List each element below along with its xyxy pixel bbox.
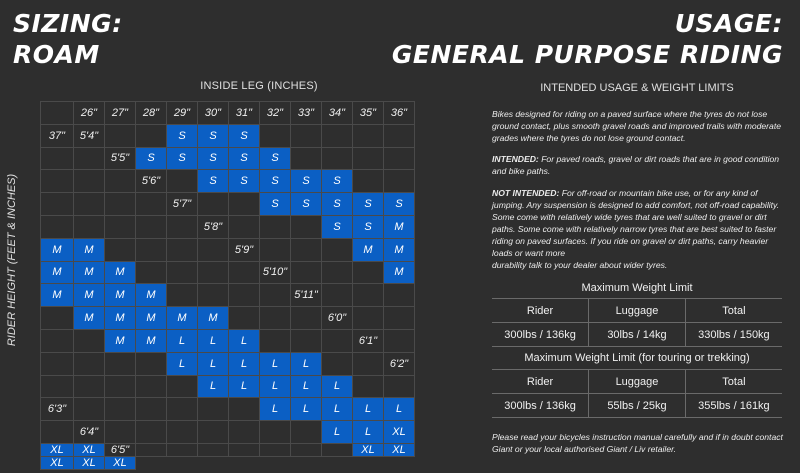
empty-cell [136, 444, 167, 457]
size-cell: M [384, 262, 415, 285]
empty-cell [229, 307, 260, 330]
size-cell: XL [353, 444, 384, 457]
not-intended-tail: durability talk to your dealer about wider tyres. [492, 260, 668, 270]
empty-cell [353, 170, 384, 193]
empty-cell [291, 330, 322, 353]
empty-cell [41, 216, 74, 239]
size-cell: S [198, 170, 229, 193]
rider-height-header: 6'4" [74, 421, 105, 444]
empty-cell [74, 170, 105, 193]
empty-cell [291, 307, 322, 330]
size-cell: L [322, 398, 353, 421]
empty-cell [353, 307, 384, 330]
inside-leg-header: 29" [167, 102, 198, 125]
intended-label: INTENDED: [492, 154, 539, 164]
empty-cell [384, 330, 415, 353]
empty-cell [229, 421, 260, 444]
empty-cell [353, 262, 384, 285]
empty-cell [167, 444, 198, 457]
empty-cell [322, 444, 353, 457]
empty-cell [384, 284, 415, 307]
empty-cell [167, 239, 198, 262]
size-cell: XL [41, 457, 74, 470]
size-cell: S [260, 193, 291, 216]
empty-cell [136, 376, 167, 399]
empty-cell [74, 376, 105, 399]
size-cell: M [74, 307, 105, 330]
empty-cell [167, 170, 198, 193]
size-cell: S [198, 148, 229, 171]
size-cell: L [198, 353, 229, 376]
empty-cell [291, 444, 322, 457]
size-cell: M [74, 239, 105, 262]
empty-cell [291, 216, 322, 239]
empty-cell [260, 125, 291, 148]
size-cell: XL [74, 457, 105, 470]
size-cell: XL [384, 421, 415, 444]
usage-description: Bikes designed for riding on a paved surface where the tyres do not lose ground contact, plus smooth gravel roads and improved trails with moderate grades where the tyres do not lose ground contact. [492, 109, 781, 143]
size-cell: L [322, 376, 353, 399]
empty-cell [260, 444, 291, 457]
empty-cell [198, 284, 229, 307]
size-cell: S [229, 125, 260, 148]
empty-cell [74, 193, 105, 216]
empty-cell [291, 125, 322, 148]
empty-cell [322, 284, 353, 307]
empty-cell [41, 353, 74, 376]
rider-height-header: 6'2" [384, 353, 415, 376]
empty-cell [260, 239, 291, 262]
size-cell: M [136, 284, 167, 307]
empty-cell [291, 262, 322, 285]
empty-cell [167, 376, 198, 399]
rider-height-header: 5'8" [198, 216, 229, 239]
empty-cell [198, 239, 229, 262]
weight-limit-total-value: 330lbs / 150kg [685, 323, 782, 347]
empty-cell [74, 330, 105, 353]
empty-cell [260, 216, 291, 239]
empty-cell [167, 421, 198, 444]
usage-title-line1: USAGE: [674, 9, 783, 38]
touring-weight-limit-table [492, 369, 782, 418]
empty-cell [105, 353, 136, 376]
empty-cell [136, 239, 167, 262]
usage-title-line2: GENERAL PURPOSE RIDING [391, 40, 783, 69]
size-cell: L [384, 398, 415, 421]
size-cell: S [322, 193, 353, 216]
usage-title [392, 8, 783, 70]
empty-cell [291, 148, 322, 171]
size-cell: M [136, 307, 167, 330]
size-cell: S [291, 170, 322, 193]
size-cell: M [384, 216, 415, 239]
size-cell: M [353, 239, 384, 262]
empty-cell [229, 216, 260, 239]
empty-cell [229, 262, 260, 285]
size-cell: M [384, 239, 415, 262]
size-cell: L [353, 421, 384, 444]
sizing-title-line1: SIZING: [13, 9, 123, 38]
empty-cell [41, 193, 74, 216]
touring-luggage-value: 55lbs / 25kg [589, 394, 686, 418]
intended-paragraph [492, 153, 788, 177]
empty-cell [322, 125, 353, 148]
inside-leg-header: 33" [291, 102, 322, 125]
size-cell: L [322, 421, 353, 444]
rider-height-header: 5'6" [136, 170, 167, 193]
empty-cell [167, 216, 198, 239]
empty-cell [105, 170, 136, 193]
empty-cell [136, 216, 167, 239]
empty-cell [105, 193, 136, 216]
empty-cell [41, 148, 74, 171]
empty-cell [198, 262, 229, 285]
empty-cell [105, 239, 136, 262]
empty-cell [384, 307, 415, 330]
size-cell: L [291, 376, 322, 399]
inside-leg-header: 32" [260, 102, 291, 125]
size-cell: M [167, 307, 198, 330]
size-cell: L [260, 353, 291, 376]
empty-cell [74, 148, 105, 171]
empty-cell [136, 421, 167, 444]
size-cell: XL [74, 444, 105, 457]
empty-cell [41, 376, 74, 399]
weight-limit-header-rider: Rider [492, 299, 589, 323]
rider-height-header: 6'0" [322, 307, 353, 330]
size-cell: M [105, 330, 136, 353]
size-cell: S [260, 148, 291, 171]
inside-leg-axis-label: INSIDE LEG (INCHES) [200, 80, 318, 92]
empty-cell [198, 398, 229, 421]
inside-leg-header: 28" [136, 102, 167, 125]
empty-cell [229, 284, 260, 307]
empty-cell [322, 239, 353, 262]
touring-header-total: Total [685, 370, 782, 394]
size-cell: L [260, 398, 291, 421]
empty-cell [260, 284, 291, 307]
inside-leg-header: 26" [74, 102, 105, 125]
touring-weight-limit-title: Maximum Weight Limit (for touring or trekking) [524, 352, 750, 364]
inside-leg-header: 31" [229, 102, 260, 125]
rider-height-header: 5'11" [291, 284, 322, 307]
empty-cell [384, 170, 415, 193]
inside-leg-header: 27" [105, 102, 136, 125]
weight-limit-header-row [492, 299, 782, 323]
empty-cell [353, 284, 384, 307]
sizing-title-line2: ROAM [13, 40, 100, 69]
empty-cell [198, 193, 229, 216]
size-cell: M [105, 284, 136, 307]
rider-height-header: 6'1" [353, 330, 384, 353]
empty-cell [74, 216, 105, 239]
size-cell: S [353, 193, 384, 216]
size-cell: L [198, 376, 229, 399]
empty-cell [384, 376, 415, 399]
size-cell: S [167, 148, 198, 171]
grid-corner [41, 102, 74, 125]
size-cell: S [353, 216, 384, 239]
usage-heading: INTENDED USAGE & WEIGHT LIMITS [540, 82, 734, 94]
weight-limit-title: Maximum Weight Limit [581, 282, 693, 294]
empty-cell [167, 284, 198, 307]
empty-cell [353, 376, 384, 399]
empty-cell [105, 216, 136, 239]
rider-height-header: 6'5" [105, 444, 136, 457]
size-cell: M [41, 262, 74, 285]
size-grid [40, 101, 415, 470]
rider-height-header: 6'3" [41, 398, 74, 421]
empty-cell [136, 398, 167, 421]
touring-header-luggage: Luggage [589, 370, 686, 394]
empty-cell [198, 421, 229, 444]
empty-cell [353, 125, 384, 148]
size-cell: M [41, 239, 74, 262]
empty-cell [322, 262, 353, 285]
size-cell: S [198, 125, 229, 148]
rider-height-header: 5'7" [167, 193, 198, 216]
weight-limit-rider-value: 300lbs / 136kg [492, 323, 589, 347]
empty-cell [167, 262, 198, 285]
empty-cell [105, 125, 136, 148]
size-cell: L [167, 330, 198, 353]
empty-cell [41, 307, 74, 330]
empty-cell [105, 398, 136, 421]
inside-leg-header: 30" [198, 102, 229, 125]
size-cell: XL [384, 444, 415, 457]
size-cell: S [167, 125, 198, 148]
empty-cell [136, 193, 167, 216]
empty-cell [291, 421, 322, 444]
inside-leg-header: 35" [353, 102, 384, 125]
weight-limit-value-row [492, 323, 782, 347]
rider-height-header: 5'4" [74, 125, 105, 148]
footer-note: Please read your bicycles instruction manual carefully and if in doubt contact Giant or your local authorised Giant / Liv retailer. [492, 432, 783, 454]
empty-cell [353, 148, 384, 171]
touring-weight-limit-header-row [492, 370, 782, 394]
size-cell: L [167, 353, 198, 376]
weight-limit-header-luggage: Luggage [589, 299, 686, 323]
rider-height-header: 5'10" [260, 262, 291, 285]
empty-cell [291, 239, 322, 262]
touring-rider-value: 300lbs / 136kg [492, 394, 589, 418]
weight-limit-header-total: Total [685, 299, 782, 323]
rider-height-header: 5'9" [229, 239, 260, 262]
weight-limit-luggage-value: 30lbs / 14kg [589, 323, 686, 347]
empty-cell [229, 398, 260, 421]
size-cell: L [198, 330, 229, 353]
inside-leg-header: 37" [41, 125, 74, 148]
not-intended-label: NOT INTENDED: [492, 188, 560, 198]
not-intended-paragraph [492, 187, 788, 271]
empty-cell [198, 444, 229, 457]
size-cell: XL [41, 444, 74, 457]
size-cell: L [291, 353, 322, 376]
size-cell: M [136, 330, 167, 353]
size-cell: S [291, 193, 322, 216]
size-cell: L [353, 398, 384, 421]
size-cell: S [260, 170, 291, 193]
size-cell: XL [105, 457, 136, 470]
empty-cell [41, 330, 74, 353]
empty-cell [384, 125, 415, 148]
size-cell: S [384, 193, 415, 216]
empty-cell [260, 307, 291, 330]
size-cell: S [322, 170, 353, 193]
size-cell: L [291, 398, 322, 421]
size-cell: L [229, 376, 260, 399]
empty-cell [229, 193, 260, 216]
size-cell: M [74, 284, 105, 307]
empty-cell [353, 353, 384, 376]
empty-cell [136, 125, 167, 148]
size-cell: M [41, 284, 74, 307]
size-cell: M [198, 307, 229, 330]
size-cell: S [229, 148, 260, 171]
size-cell: M [105, 307, 136, 330]
size-cell: L [260, 376, 291, 399]
empty-cell [384, 148, 415, 171]
empty-cell [41, 421, 74, 444]
size-cell: L [229, 330, 260, 353]
inside-leg-header: 36" [384, 102, 415, 125]
size-cell: L [229, 353, 260, 376]
rider-height-header: 5'5" [105, 148, 136, 171]
empty-cell [322, 148, 353, 171]
size-cell: S [136, 148, 167, 171]
empty-cell [260, 421, 291, 444]
empty-cell [41, 170, 74, 193]
empty-cell [229, 444, 260, 457]
empty-cell [260, 330, 291, 353]
empty-cell [105, 421, 136, 444]
empty-cell [167, 398, 198, 421]
weight-limit-table [492, 298, 782, 347]
touring-header-rider: Rider [492, 370, 589, 394]
empty-cell [74, 398, 105, 421]
touring-weight-limit-value-row [492, 394, 782, 418]
rider-height-axis-text: RIDER HEIGHT (FEET & INCHES) [6, 173, 18, 347]
size-cell: S [322, 216, 353, 239]
size-cell: M [105, 262, 136, 285]
empty-cell [136, 353, 167, 376]
empty-cell [74, 353, 105, 376]
inside-leg-header: 34" [322, 102, 353, 125]
not-intended-text: For off-road or mountain bike use, or for any kind of jumping. Any suspension is designed to add comfort, not off-road capability. Some come with relatively wide tyres that are well suited to gravel or dirt paths. Some come with relatively narrow tyres that are best suited to faster riding on paved surfaces. If you ride on gravel or dirt paths, carry heavier loads or want more [492, 188, 780, 258]
empty-cell [322, 330, 353, 353]
empty-cell [105, 376, 136, 399]
empty-cell [136, 262, 167, 285]
touring-total-value: 355lbs / 161kg [685, 394, 782, 418]
sizing-title [13, 8, 123, 70]
intended-text: For paved roads, gravel or dirt roads that are in good condition and bike paths. [492, 154, 780, 176]
empty-cell [322, 353, 353, 376]
size-cell: S [229, 170, 260, 193]
size-cell: M [74, 262, 105, 285]
